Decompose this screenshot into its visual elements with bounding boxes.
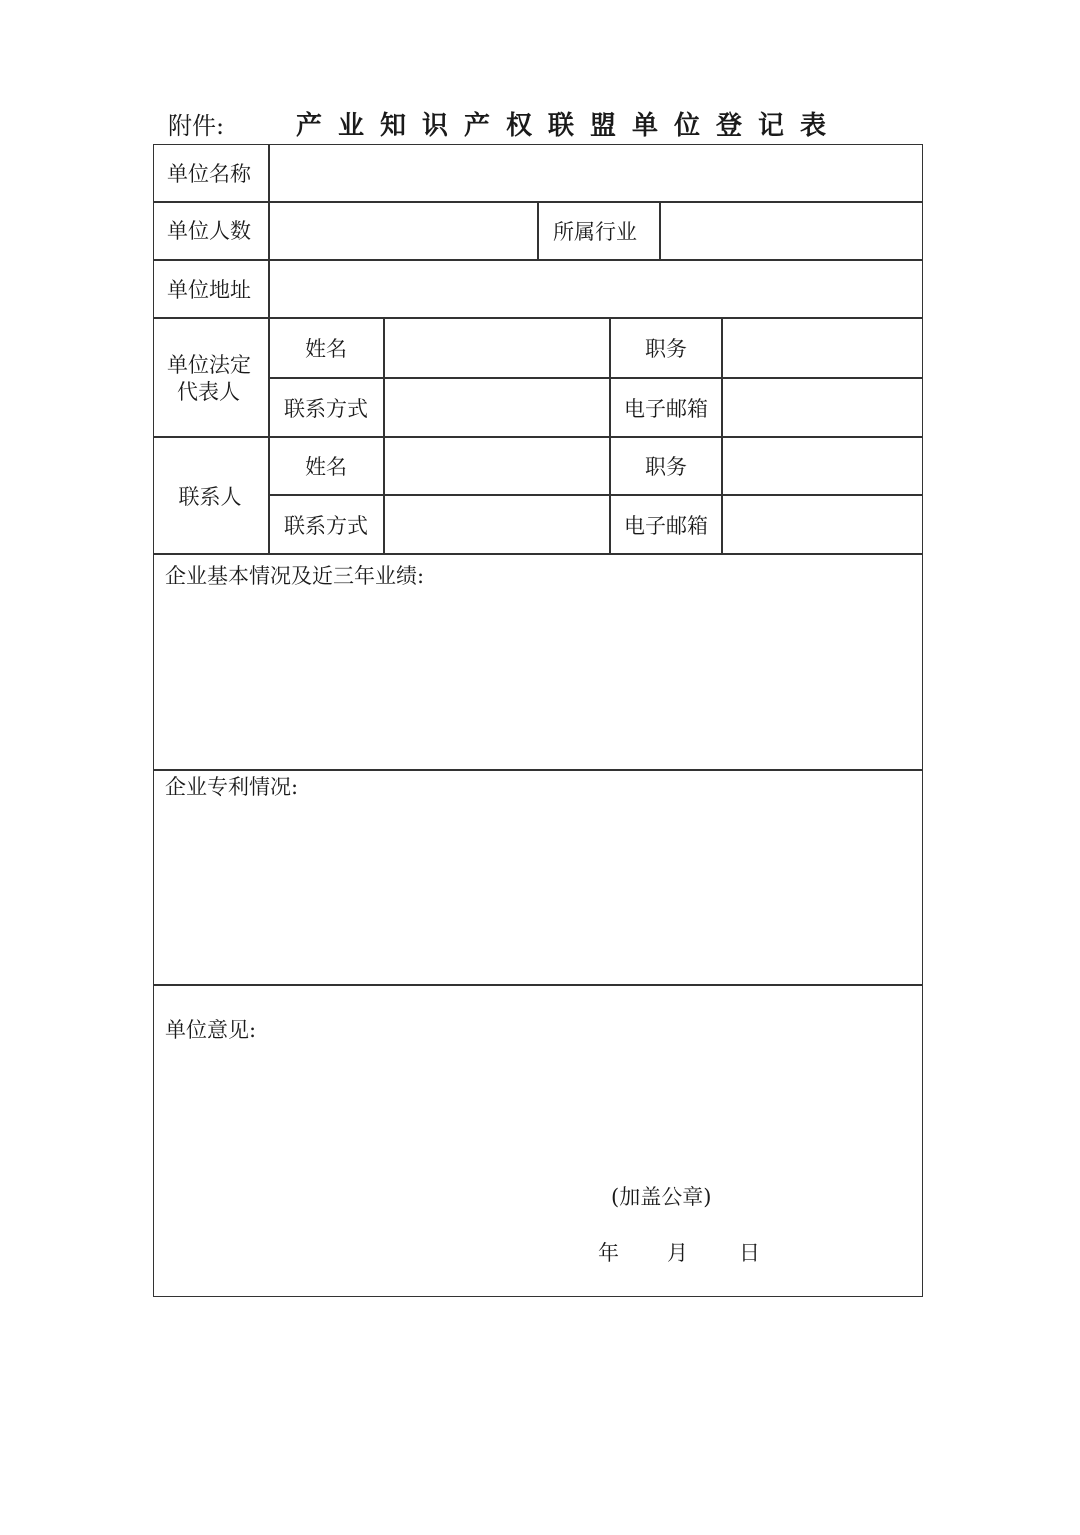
legal-rep-email-field[interactable] — [723, 379, 921, 435]
basic-info-label: 企业基本情况及近三年业绩: — [165, 564, 425, 588]
legal-rep-contact-field[interactable] — [385, 379, 608, 435]
column-divider — [537, 201, 539, 259]
legal-rep-name-field[interactable] — [385, 319, 608, 376]
contact-method-field[interactable] — [385, 496, 608, 552]
legal-rep-label-line1: 单位法定 — [167, 353, 251, 377]
unit-opinion-field[interactable] — [155, 1050, 921, 1170]
unit-count-field[interactable] — [270, 203, 536, 258]
industry-label: 所属行业 — [553, 220, 637, 244]
contact-person-label: 联系人 — [178, 485, 242, 509]
date-year: 年 — [598, 1241, 619, 1265]
unit-name-label: 单位名称 — [167, 162, 251, 186]
contact-name-label: 姓名 — [305, 455, 347, 479]
unit-address-field[interactable] — [270, 261, 921, 316]
row-divider — [153, 984, 923, 986]
date-month: 月 — [667, 1241, 688, 1265]
legal-rep-label — [167, 352, 267, 406]
attachment-label: 附件: — [168, 112, 225, 140]
legal-rep-contact-label: 联系方式 — [284, 397, 368, 421]
basic-info-field[interactable] — [155, 595, 921, 767]
patent-info-label: 企业专利情况: — [165, 775, 299, 799]
legal-rep-label-line2: 代表人 — [177, 380, 240, 404]
page-title: 产业知识产权联盟单位登记表 — [296, 111, 843, 141]
seal-label: (加盖公章) — [611, 1185, 712, 1209]
unit-count-label: 单位人数 — [167, 219, 251, 243]
date-day: 日 — [739, 1241, 760, 1265]
legal-rep-name-label: 姓名 — [305, 337, 347, 361]
unit-address-label: 单位地址 — [167, 278, 251, 302]
unit-name-field[interactable] — [270, 146, 921, 200]
contact-position-field[interactable] — [723, 438, 921, 493]
industry-field[interactable] — [661, 203, 921, 258]
legal-rep-position-field[interactable] — [723, 319, 921, 376]
contact-name-field[interactable] — [385, 438, 608, 493]
contact-email-label: 电子邮箱 — [624, 514, 708, 538]
legal-rep-position-label: 职务 — [645, 337, 687, 361]
row-divider — [153, 769, 923, 771]
contact-email-field[interactable] — [723, 496, 921, 552]
contact-position-label: 职务 — [645, 455, 687, 479]
legal-rep-email-label: 电子邮箱 — [624, 397, 708, 421]
contact-method-label: 联系方式 — [284, 514, 368, 538]
patent-info-field[interactable] — [155, 805, 921, 982]
unit-opinion-label: 单位意见: — [165, 1018, 257, 1042]
column-divider — [609, 317, 611, 554]
